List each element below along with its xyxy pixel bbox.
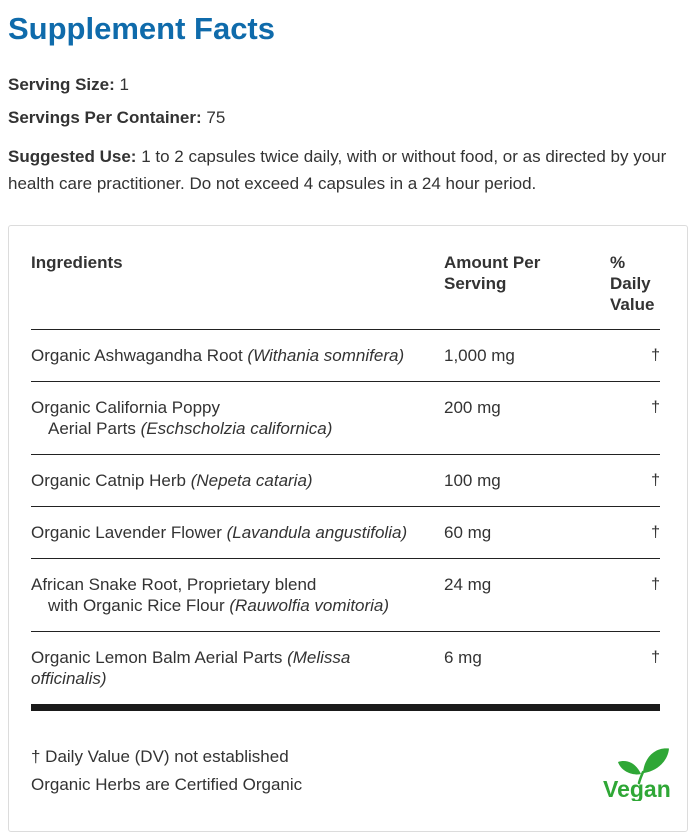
ingredient-name <box>31 470 428 491</box>
servings-per-container-value: 75 <box>206 108 226 127</box>
ingredient-text: Organic Catnip Herb <box>31 471 191 490</box>
ingredient-latin-name: (Nepeta cataria) <box>190 471 313 490</box>
amount-value: 60 mg <box>444 523 492 542</box>
ingredient-name <box>31 574 428 616</box>
table-row <box>31 330 660 382</box>
amount-value: 1,000 mg <box>444 346 515 365</box>
footnotes <box>31 743 302 799</box>
ingredient-name <box>31 345 428 366</box>
daily-value-dagger: † <box>651 649 660 666</box>
daily-value-dagger: † <box>651 576 660 593</box>
daily-value-dagger: † <box>651 399 660 416</box>
daily-value-dagger: † <box>651 472 660 489</box>
vegan-leaf-large <box>643 748 669 773</box>
vegan-badge-icon <box>600 745 680 801</box>
servings-per-container-label: Servings Per Container: <box>8 108 202 127</box>
ingredient-latin-name: (Rauwolfia vomitoria) <box>229 596 390 615</box>
amount-value: 24 mg <box>444 575 492 594</box>
ingredient-name <box>31 397 428 439</box>
ingredient-text: African Snake Root, Proprietary blend <box>31 575 317 594</box>
ingredient-text-line2: with Organic Rice Flour (Rauwolfia vomitoria) <box>48 596 390 615</box>
table-row <box>31 455 660 507</box>
ingredient-text-line2: Aerial Parts (Eschscholzia californica) <box>48 419 333 438</box>
table-row <box>31 507 660 559</box>
table-row <box>31 632 660 704</box>
serving-size-line <box>8 76 688 94</box>
ingredient-name <box>31 647 428 689</box>
ingredient-text: Organic California Poppy <box>31 398 220 417</box>
amount-value: 200 mg <box>444 398 501 417</box>
amount-value: 100 mg <box>444 471 501 490</box>
ingredient-text: Organic Ashwagandha Root <box>31 346 248 365</box>
ingredient-latin-name: (Withania somnifera) <box>247 346 405 365</box>
daily-value-footnote: † Daily Value (DV) not established <box>31 747 289 766</box>
vegan-badge-label: Vegan <box>603 776 671 801</box>
servings-per-container-line <box>8 109 688 127</box>
serving-size-label: Serving Size: <box>8 75 115 94</box>
suggested-use-label: Suggested Use: <box>8 147 137 166</box>
table-row <box>31 382 660 455</box>
header-daily-value: % Daily Value <box>610 253 655 314</box>
header-ingredients: Ingredients <box>31 253 123 272</box>
table-footer <box>31 711 671 831</box>
ingredient-latin-name: (Eschscholzia californica) <box>140 419 333 438</box>
header-amount-per-serving: Amount Per Serving <box>444 253 541 293</box>
daily-value-dagger: † <box>651 524 660 541</box>
ingredient-latin-name: (Melissa officinalis) <box>31 648 351 688</box>
table-header-row <box>31 252 660 330</box>
ingredient-name <box>31 522 428 543</box>
daily-value-dagger: † <box>651 347 660 364</box>
suggested-use-text: 1 to 2 capsules twice daily, with or without food, or as directed by your health care practitioner. Do not exceed 4 capsules in a 24 hour period. <box>8 147 667 193</box>
table-row <box>31 559 660 632</box>
suggested-use-line <box>8 143 684 197</box>
thick-divider-bar <box>31 704 660 711</box>
ingredient-latin-name: (Lavandula angustifolia) <box>226 523 408 542</box>
amount-value: 6 mg <box>444 648 482 667</box>
page-title: Supplement Facts <box>8 11 275 46</box>
ingredients-table <box>8 225 688 832</box>
ingredient-text: Organic Lavender Flower <box>31 523 227 542</box>
serving-size-value: 1 <box>119 75 129 94</box>
ingredient-text: Organic Lemon Balm Aerial Parts <box>31 648 288 667</box>
organic-footnote: Organic Herbs are Certified Organic <box>31 775 303 794</box>
vegan-leaf-small <box>618 761 641 774</box>
